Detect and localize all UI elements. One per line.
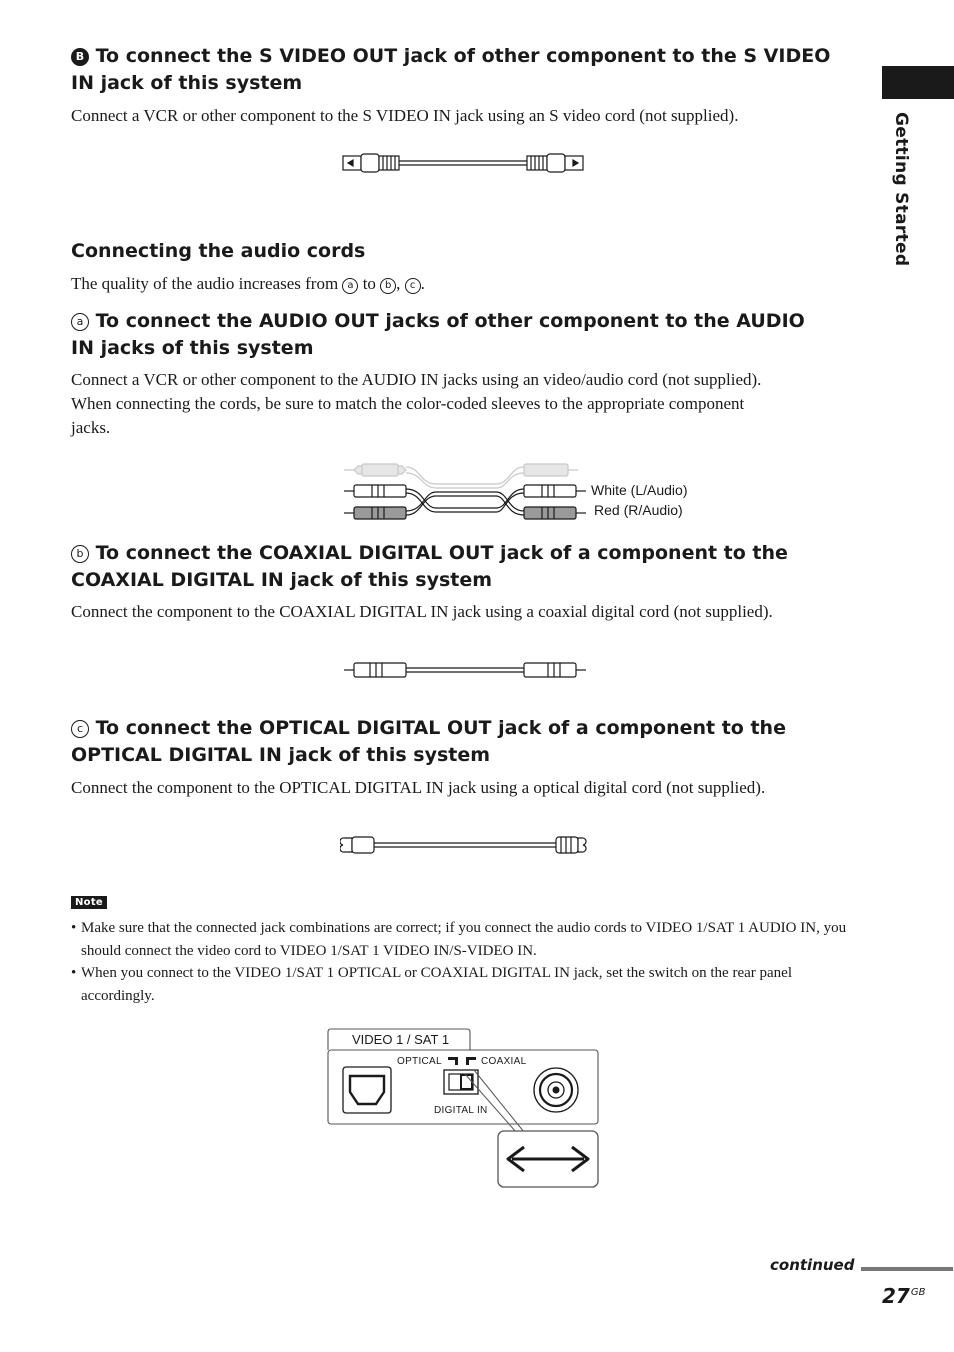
optical-cord-illustration: [340, 832, 590, 858]
s-video-heading-line2: IN jack of this system: [71, 72, 303, 94]
section-b-heading-line1: To connect the COAXIAL DIGITAL OUT jack of a component to the: [95, 542, 788, 564]
section-a-body: [71, 368, 871, 440]
continued-label: continued: [770, 1256, 855, 1274]
rear-panel-illustration: [320, 1024, 610, 1194]
section-c-heading-line2: OPTICAL DIGITAL IN jack of this system: [71, 744, 491, 766]
section-c-heading-line1: To connect the OPTICAL DIGITAL OUT jack of a component to the: [95, 717, 786, 739]
marker-b-filled: B: [71, 48, 89, 66]
white-cord-label: White (L/Audio): [591, 482, 688, 498]
section-b-heading: [71, 540, 871, 594]
marker-c-heading: c: [71, 720, 89, 738]
s-video-heading: [71, 43, 871, 97]
s-video-cord-illustration: [340, 150, 590, 176]
section-b-heading-line2: COAXIAL DIGITAL IN jack of this system: [71, 569, 493, 591]
switch-direction-arrow-icon: [498, 1131, 598, 1187]
s-video-body: Connect a VCR or other component to the S VIDEO IN jack using an S video cord (not supplied).: [71, 106, 739, 125]
panel-optical-label: OPTICAL: [397, 1056, 442, 1067]
continued-rule: [861, 1267, 953, 1271]
section-a-body-line3: jacks.: [71, 418, 111, 437]
coaxial-jack-icon: [534, 1068, 578, 1112]
note-list: [71, 917, 861, 1007]
side-tab-label: Getting Started: [891, 112, 911, 267]
switch-position-marks: [448, 1057, 476, 1065]
red-cord-label: Red (R/Audio): [594, 502, 683, 518]
section-a-body-line1: Connect a VCR or other component to the AUDIO IN jacks using an video/audio cord (not supplied).: [71, 370, 762, 389]
optical-jack-icon: [343, 1067, 391, 1113]
section-c-heading: [71, 715, 871, 769]
section-a-body-line2: When connecting the cords, be sure to match the color-coded sleeves to the appropriate component: [71, 394, 745, 413]
page-number: [882, 1284, 925, 1308]
audio-cord-illustration: [340, 456, 590, 526]
quality-end: .: [420, 274, 425, 293]
marker-b: b: [380, 278, 396, 294]
section-a-heading: [71, 308, 871, 362]
side-tab-bar: [882, 66, 954, 99]
page-number-suffix: GB: [910, 1287, 926, 1298]
note-item: • When you connect to the VIDEO 1/SAT 1 OPTICAL or COAXIAL DIGITAL IN jack, set the switch on the rear panel accordingly.: [71, 962, 861, 1007]
section-b-body: Connect the component to the COAXIAL DIGITAL IN jack using a coaxial digital cord (not supplied).: [71, 602, 773, 621]
marker-c: c: [405, 278, 421, 294]
note-item: • Make sure that the connected jack combinations are correct; if you connect the audio cords to VIDEO 1/SAT 1 AUDIO IN, you should connect the video cord to VIDEO 1/SAT 1 VIDEO IN/S-VIDEO IN.: [71, 917, 861, 962]
section-a-heading-line1: To connect the AUDIO OUT jacks of other component to the AUDIO: [95, 310, 805, 332]
coaxial-cord-illustration: [340, 658, 590, 682]
section-a-heading-line2: IN jacks of this system: [71, 337, 314, 359]
panel-digital-in-label: DIGITAL IN: [434, 1105, 488, 1116]
quality-sep: ,: [396, 274, 401, 293]
page-number-value: 27: [882, 1284, 910, 1308]
section-c-body: Connect the component to the OPTICAL DIGITAL IN jack using a optical digital cord (not supplied).: [71, 778, 766, 797]
quality-to: to: [362, 274, 376, 293]
panel-coaxial-label: COAXIAL: [481, 1056, 527, 1067]
audio-quality-line: [71, 272, 425, 296]
note-badge: Note: [71, 896, 107, 909]
marker-a-heading: a: [71, 313, 89, 331]
slide-switch-icon: [444, 1070, 478, 1094]
marker-b-heading: b: [71, 545, 89, 563]
quality-prefix: The quality of the audio increases from: [71, 274, 339, 293]
marker-a: a: [342, 278, 358, 294]
s-video-heading-line1: To connect the S VIDEO OUT jack of other component to the S VIDEO: [95, 45, 831, 67]
panel-title: VIDEO 1 / SAT 1: [352, 1032, 450, 1047]
audio-cords-heading: Connecting the audio cords: [71, 240, 366, 262]
